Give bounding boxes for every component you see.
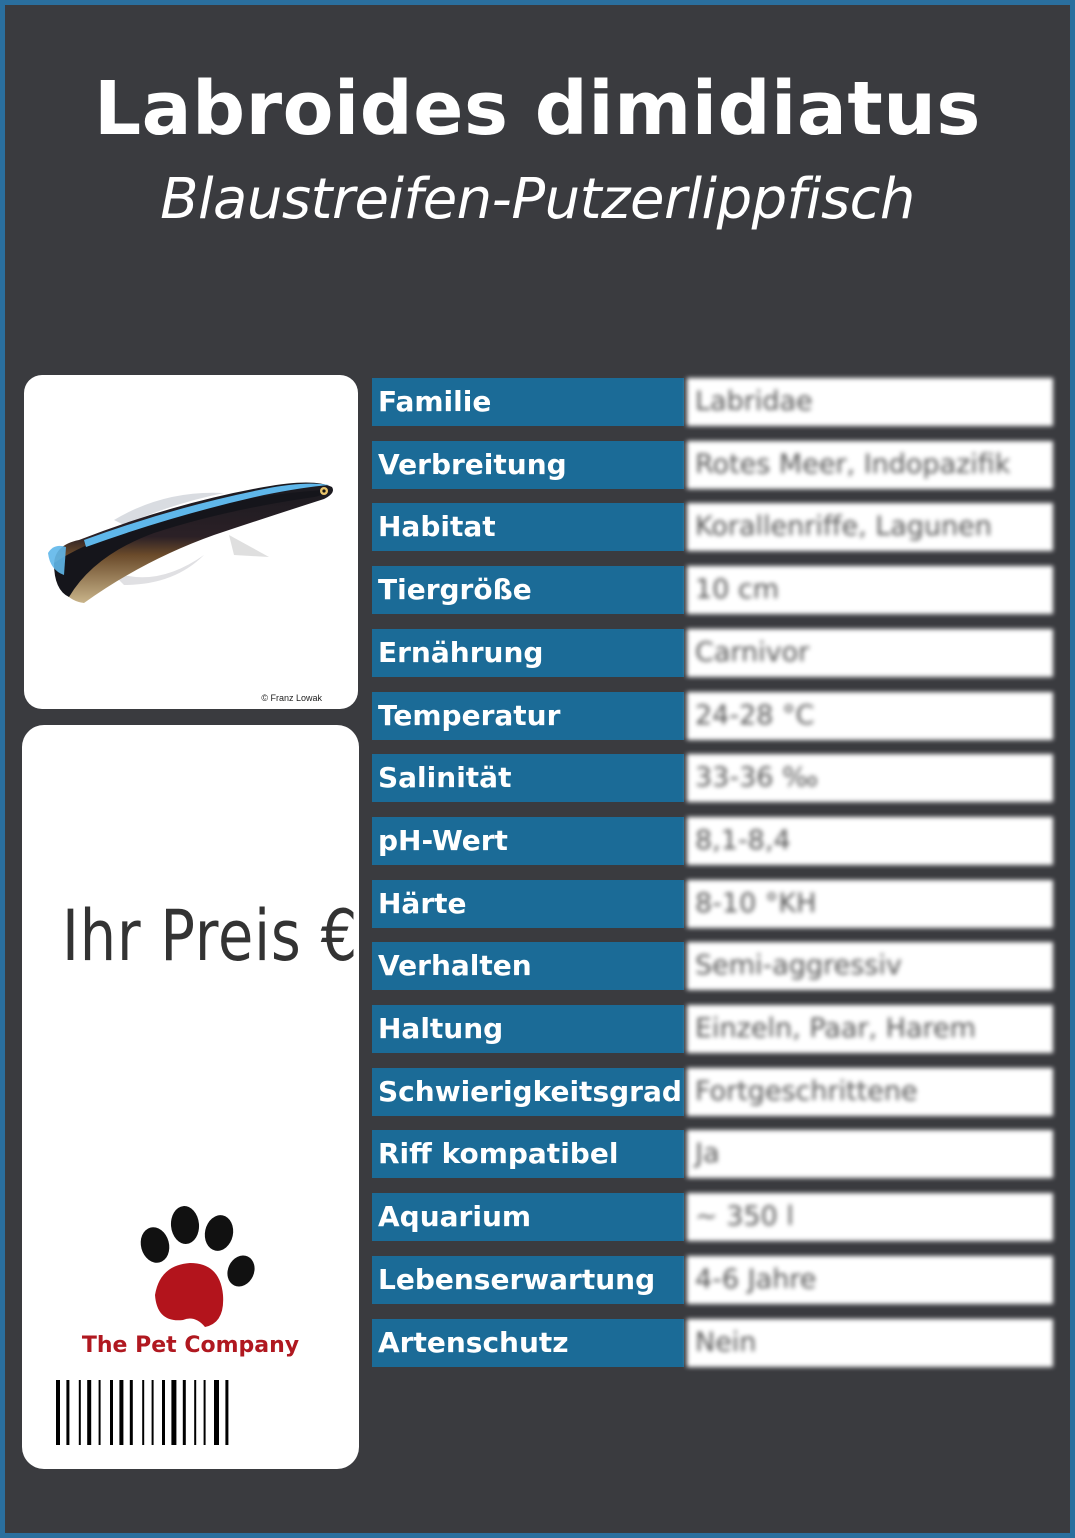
- row-label: Aquarium: [372, 1193, 684, 1241]
- row-value: Semi-aggressiv: [687, 942, 1053, 990]
- row-value: Labridae: [687, 378, 1053, 426]
- row-value: 4-6 Jahre: [687, 1256, 1053, 1304]
- table-row: [372, 1068, 1053, 1116]
- row-label: Salinität: [372, 754, 684, 802]
- row-label: Verbreitung: [372, 441, 684, 489]
- row-label: pH-Wert: [372, 817, 684, 865]
- table-row: [372, 692, 1053, 740]
- row-value: 10 cm: [687, 566, 1053, 614]
- row-value: 8,1-8,4: [687, 817, 1053, 865]
- row-label: Lebenserwartung: [372, 1256, 684, 1304]
- row-label: Familie: [372, 378, 684, 426]
- row-value: 8-10 °KH: [687, 880, 1053, 928]
- table-row: [372, 1005, 1053, 1053]
- row-label: Schwierigkeitsgrad: [372, 1068, 684, 1116]
- barcode: [56, 1380, 332, 1445]
- table-row: [372, 880, 1053, 928]
- row-value: Ja: [687, 1130, 1053, 1178]
- price-label: Ihr Preis €: [62, 895, 359, 977]
- row-value: Carnivor: [687, 629, 1053, 677]
- fish-photo: [24, 375, 358, 709]
- species-title: Labroides dimidiatus: [94, 66, 981, 152]
- row-value: Fortgeschrittene: [687, 1068, 1053, 1116]
- price-panel: [22, 725, 359, 1469]
- brand-name: The Pet Company: [81, 1333, 300, 1358]
- table-row: [372, 1256, 1053, 1304]
- table-row: [372, 1193, 1053, 1241]
- row-value: Nein: [687, 1319, 1053, 1367]
- table-row: [372, 503, 1053, 551]
- row-label: Habitat: [372, 503, 684, 551]
- row-label: Tiergröße: [372, 566, 684, 614]
- species-common-name: Blaustreifen-Putzerlippfisch: [160, 167, 915, 232]
- row-label: Härte: [372, 880, 684, 928]
- row-value: Einzeln, Paar, Harem: [687, 1005, 1053, 1053]
- photo-panel: [24, 375, 358, 709]
- table-row: [372, 378, 1053, 426]
- table-row: [372, 817, 1053, 865]
- photo-credit: © Franz Lowak: [261, 693, 322, 703]
- table-row: [372, 441, 1053, 489]
- row-value: Korallenriffe, Lagunen: [687, 503, 1053, 551]
- table-row: [372, 754, 1053, 802]
- table-row: [372, 566, 1053, 614]
- row-value: 24-28 °C: [687, 692, 1053, 740]
- row-label: Ernährung: [372, 629, 684, 677]
- table-row: [372, 942, 1053, 990]
- paw-icon: [135, 1205, 265, 1335]
- table-row: [372, 629, 1053, 677]
- row-value: ~ 350 l: [687, 1193, 1053, 1241]
- row-label: Verhalten: [372, 942, 684, 990]
- row-value: Rotes Meer, Indopazifik: [687, 441, 1053, 489]
- row-label: Artenschutz: [372, 1319, 684, 1367]
- row-label: Temperatur: [372, 692, 684, 740]
- row-label: Riff kompatibel: [372, 1130, 684, 1178]
- row-value: 33-36 ‰: [687, 754, 1053, 802]
- row-label: Haltung: [372, 1005, 684, 1053]
- table-row: [372, 1319, 1053, 1367]
- table-row: [372, 1130, 1053, 1178]
